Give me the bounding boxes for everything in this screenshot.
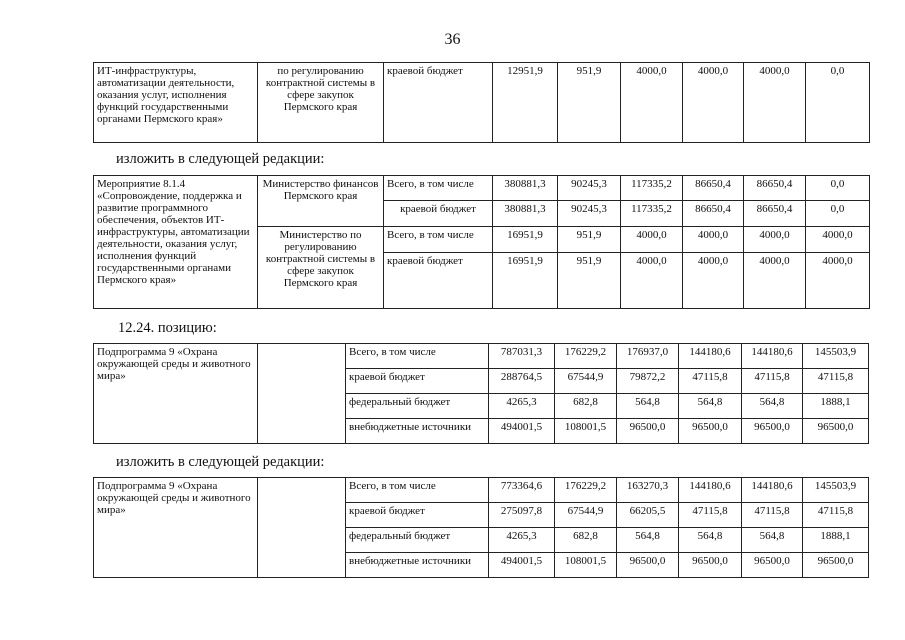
funding-source: Всего, в том числе <box>346 344 489 369</box>
value-cell: 86650,4 <box>683 176 744 201</box>
value-cell: 4000,0 <box>621 63 683 143</box>
value-cell: 0,0 <box>806 63 870 143</box>
value-cell: 564,8 <box>617 394 679 419</box>
value-cell: 90245,3 <box>558 201 621 227</box>
value-cell: 96500,0 <box>679 419 742 444</box>
value-cell: 47115,8 <box>742 369 803 394</box>
value-cell: 117335,2 <box>621 201 683 227</box>
value-cell: 4000,0 <box>806 253 870 309</box>
value-cell: 144180,6 <box>679 344 742 369</box>
table-old-8-1-4-fragment <box>93 62 870 143</box>
value-cell: 288764,5 <box>489 369 555 394</box>
value-cell: 86650,4 <box>683 201 744 227</box>
funding-source: краевой бюджет <box>346 369 489 394</box>
value-cell: 4000,0 <box>683 253 744 309</box>
value-cell: 144180,6 <box>679 478 742 503</box>
value-cell: 275097,8 <box>489 503 555 528</box>
value-cell: 176937,0 <box>617 344 679 369</box>
table-row <box>94 63 870 143</box>
page-number: 36 <box>444 31 461 48</box>
value-cell: 108001,5 <box>555 419 617 444</box>
value-cell: 144180,6 <box>742 478 803 503</box>
table-row <box>94 344 869 369</box>
value-cell: 96500,0 <box>742 553 803 578</box>
value-cell: 86650,4 <box>744 176 806 201</box>
funding-source: Всего, в том числе <box>346 478 489 503</box>
value-cell: 47115,8 <box>742 503 803 528</box>
value-cell: 96500,0 <box>803 553 869 578</box>
table-row <box>94 176 870 201</box>
value-cell: 773364,6 <box>489 478 555 503</box>
value-cell: 564,8 <box>679 528 742 553</box>
executor: Министерство по регулированию контрактной системы в сфере закупок Пермского края <box>258 227 384 309</box>
instruction-text: изложить в следующей редакции: <box>116 151 325 167</box>
instruction-text: изложить в следующей редакции: <box>116 454 325 470</box>
value-cell: 4265,3 <box>489 394 555 419</box>
value-cell: 682,8 <box>555 394 617 419</box>
value-cell: 380881,3 <box>493 176 558 201</box>
value-cell: 0,0 <box>806 176 870 201</box>
value-cell: 16951,9 <box>493 253 558 309</box>
value-cell: 951,9 <box>558 63 621 143</box>
value-cell: 96500,0 <box>803 419 869 444</box>
value-cell: 90245,3 <box>558 176 621 201</box>
value-cell: 145503,9 <box>803 478 869 503</box>
funding-source: краевой бюджет <box>384 201 493 227</box>
value-cell: 12951,9 <box>493 63 558 143</box>
value-cell: 1888,1 <box>803 528 869 553</box>
table-subprogram-9-old <box>93 343 869 444</box>
value-cell: 176229,2 <box>555 344 617 369</box>
value-cell: 47115,8 <box>803 503 869 528</box>
value-cell: 16951,9 <box>493 227 558 253</box>
value-cell: 47115,8 <box>803 369 869 394</box>
value-cell: 4000,0 <box>744 253 806 309</box>
executor-empty <box>258 344 346 444</box>
value-cell: 4265,3 <box>489 528 555 553</box>
funding-source: федеральный бюджет <box>346 394 489 419</box>
value-cell: 1888,1 <box>803 394 869 419</box>
value-cell: 564,8 <box>679 394 742 419</box>
value-cell: 96500,0 <box>679 553 742 578</box>
value-cell: 682,8 <box>555 528 617 553</box>
subprogram-name: Подпрограмма 9 «Охрана окружающей среды и животного мира» <box>94 344 258 444</box>
subprogram-name: Подпрограмма 9 «Охрана окружающей среды и животного мира» <box>94 478 258 578</box>
executor-empty <box>258 478 346 578</box>
value-cell: 176229,2 <box>555 478 617 503</box>
funding-source: федеральный бюджет <box>346 528 489 553</box>
funding-source: краевой бюджет <box>384 63 493 143</box>
value-cell: 951,9 <box>558 227 621 253</box>
executor: по регулированию контрактной системы в сфере закупок Пермского края <box>258 63 384 143</box>
value-cell: 144180,6 <box>742 344 803 369</box>
table-row <box>94 478 869 503</box>
funding-source: внебюджетные источники <box>346 419 489 444</box>
value-cell: 951,9 <box>558 253 621 309</box>
value-cell: 4000,0 <box>744 227 806 253</box>
value-cell: 79872,2 <box>617 369 679 394</box>
value-cell: 4000,0 <box>683 63 744 143</box>
value-cell: 4000,0 <box>683 227 744 253</box>
value-cell: 564,8 <box>742 394 803 419</box>
value-cell: 96500,0 <box>617 553 679 578</box>
value-cell: 4000,0 <box>806 227 870 253</box>
value-cell: 117335,2 <box>621 176 683 201</box>
value-cell: 564,8 <box>617 528 679 553</box>
measure-name: Мероприятие 8.1.4 «Сопровождение, поддержка и развитие программного обеспечения, объектов ИТ-инфраструктуры, автоматизации деятельности, оказания услуг, исполнения функций государственными органами Пермского края» <box>94 176 258 309</box>
measure-name: ИТ-инфраструктуры, автоматизации деятельности, оказания услуг, исполнения функций государственными органами Пермского края» <box>94 63 258 143</box>
value-cell: 108001,5 <box>555 553 617 578</box>
value-cell: 96500,0 <box>617 419 679 444</box>
section-heading: 12.24. позицию: <box>118 320 217 336</box>
value-cell: 86650,4 <box>744 201 806 227</box>
value-cell: 380881,3 <box>493 201 558 227</box>
funding-source: краевой бюджет <box>346 503 489 528</box>
value-cell: 4000,0 <box>621 227 683 253</box>
funding-source: Всего, в том числе <box>384 227 493 253</box>
value-cell: 163270,3 <box>617 478 679 503</box>
funding-source: краевой бюджет <box>384 253 493 309</box>
value-cell: 67544,9 <box>555 369 617 394</box>
value-cell: 47115,8 <box>679 369 742 394</box>
value-cell: 96500,0 <box>742 419 803 444</box>
value-cell: 47115,8 <box>679 503 742 528</box>
value-cell: 4000,0 <box>744 63 806 143</box>
value-cell: 67544,9 <box>555 503 617 528</box>
value-cell: 494001,5 <box>489 419 555 444</box>
funding-source: Всего, в том числе <box>384 176 493 201</box>
value-cell: 564,8 <box>742 528 803 553</box>
value-cell: 494001,5 <box>489 553 555 578</box>
value-cell: 4000,0 <box>621 253 683 309</box>
value-cell: 0,0 <box>806 201 870 227</box>
value-cell: 66205,5 <box>617 503 679 528</box>
funding-source: внебюджетные источники <box>346 553 489 578</box>
value-cell: 787031,3 <box>489 344 555 369</box>
executor: Министерство финансов Пермского края <box>258 176 384 227</box>
table-subprogram-9-new <box>93 477 869 578</box>
table-new-8-1-4 <box>93 175 870 309</box>
value-cell: 145503,9 <box>803 344 869 369</box>
